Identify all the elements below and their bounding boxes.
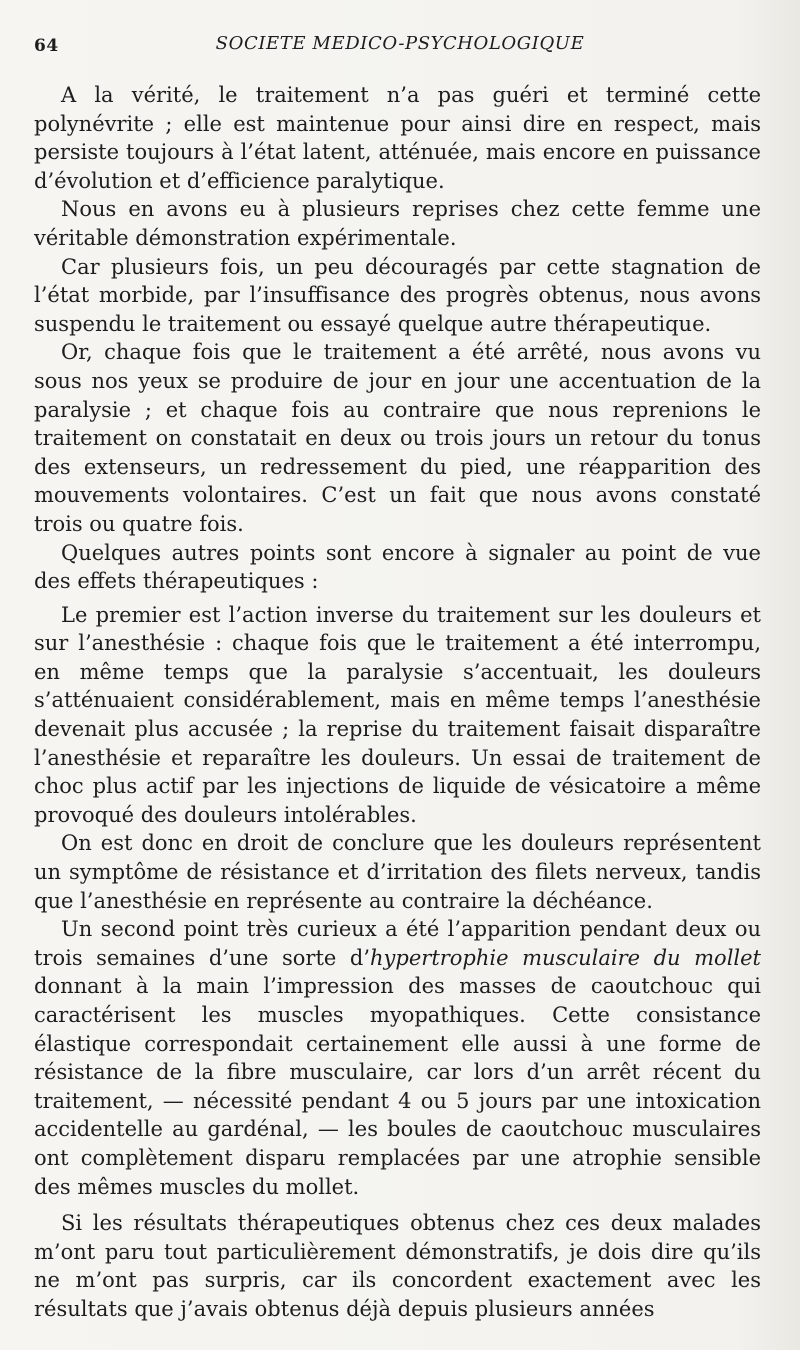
paragraph-4: Or, chaque fois que le traitement a été arrêté, nous avons vu sous nos yeux se produire de jour en jour une accentuation de la paralysie ; et chaque fois au contraire que nous reprenions le traitement on constatait en deux ou trois jours un retour du tonus des extenseurs, un redressement du pied, une réapparition des mouvements volontaires. C’est un fait que nous avons constaté trois ou quatre fois.: [34, 340, 761, 536]
paragraph-8: [34, 915, 761, 1201]
paragraph-9: Si les résultats thérapeutiques obtenus chez ces deux malades m’ont paru tout particulièrement démonstratifs, je dois dire qu’ils ne m’ont pas surpris, car ils concordent exactement avec les résultats que j’avais obtenus déjà depuis plusieurs années: [34, 1211, 761, 1321]
paragraph-3: Car plusieurs fois, un peu découragés par cette stagnation de l’état morbide, par l’insuffisance des progrès obtenus, nous avons suspendu le traitement ou essayé quelque autre thérapeutique.: [34, 254, 761, 336]
paragraph-8-text-after: donnant à la main l’impression des masses de caoutchouc qui caractérisent les muscles myopathiques. Cette consistance élastique correspondait certainement elle aussi à une forme de résistance de la fibre musculaire, car lors d’un arrêt récent du traitement, — nécessité pendant 4 ou 5 jours par une intoxication accidentelle au gardénal, — les boules de caoutchouc musculaires ont complètement disparu remplacées par une atrophie sensible des mêmes muscles du mollet.: [34, 974, 761, 1199]
paragraph-1: A la vérité, le traitement n’a pas guéri et terminé cette polynévrite ; elle est maintenue pour ainsi dire en respect, mais persiste toujours à l’état latent, atténuée, mais encore en puissance d’évolution et d’efficience paralytique.: [34, 83, 761, 193]
paragraph-6: Le premier est l’action inverse du traitement sur les douleurs et sur l’anesthésie : chaque fois que le traitement a été interrompu, en même temps que la paralysie s’accentuait, les douleurs s’atténuaient considérablement, mais en même temps l’anesthésie devenait plus accusée ; la reprise du traitement faisait disparaître l’anesthésie et reparaître les douleurs. Un essai de traitement de choc plus actif par les injections de liquide de vésicatoire a même provoqué des douleurs intolérables.: [34, 602, 761, 827]
paragraph-5: Quelques autres points sont encore à signaler au point de vue des effets thérapeutiques :: [34, 540, 761, 594]
body-text: [34, 81, 761, 1324]
paragraph-2: Nous en avons eu à plusieurs reprises chez cette femme une véritable démonstration expérimentale.: [34, 197, 761, 250]
running-head: [34, 30, 766, 60]
italic-term: hypertrophie musculaire du mollet: [370, 945, 761, 970]
page-number: 64: [34, 36, 59, 56]
journal-title: SOCIETE MEDICO-PSYCHOLOGIQUE: [215, 33, 585, 54]
paragraph-7: On est donc en droit de conclure que les douleurs représentent un symptôme de résistance et d’irritation des filets nerveux, tandis que l’anesthésie en représente au contraire la déchéance.: [34, 831, 761, 913]
paragraph-8-text-before: Un second point très curieux a été l’apparition pendant deux ou trois semaines d’une sorte d’: [34, 917, 761, 970]
